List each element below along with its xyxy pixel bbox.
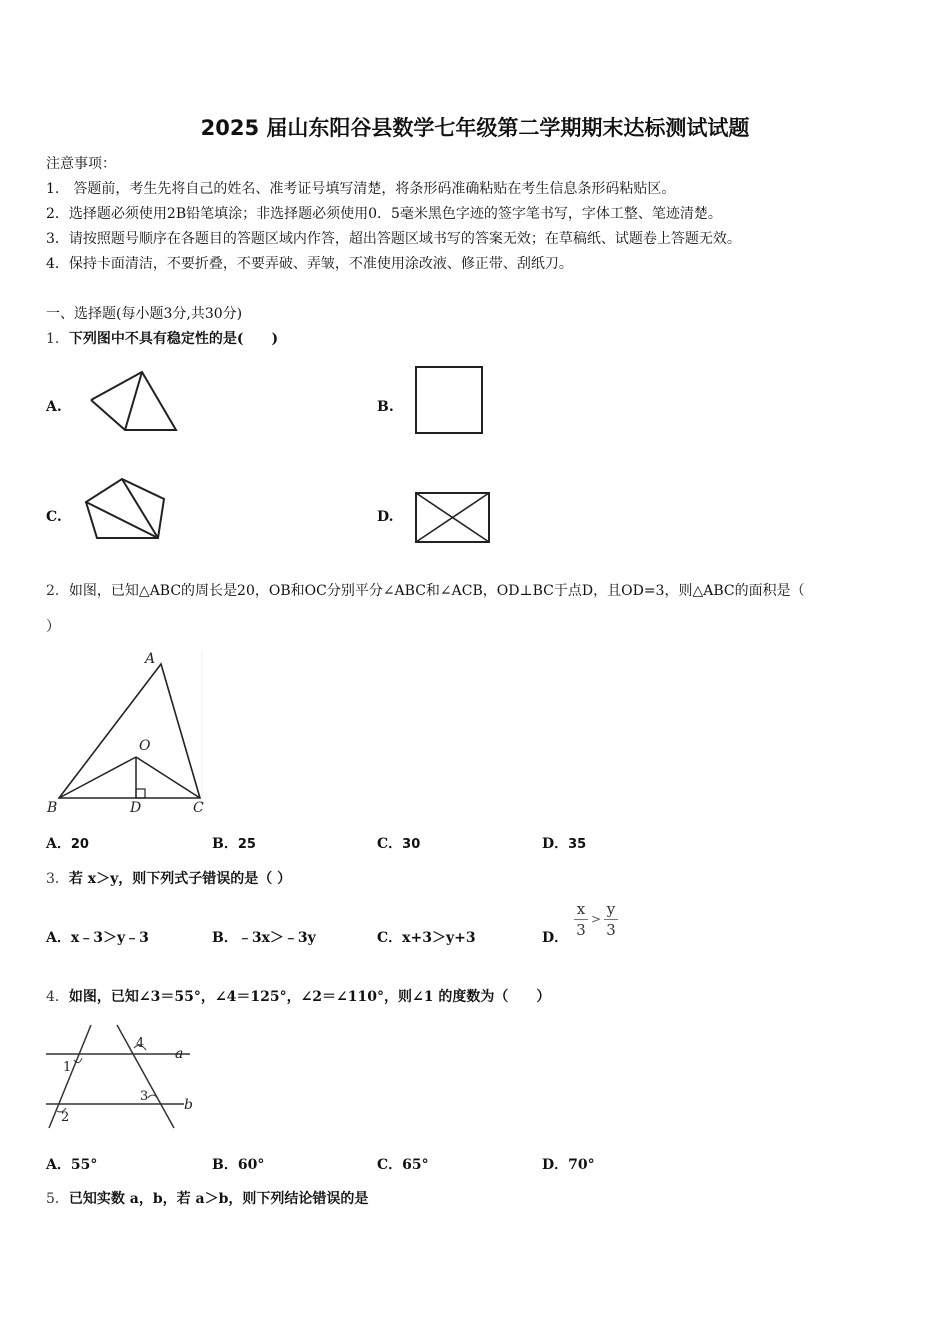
option-letter: C．	[377, 836, 403, 852]
page-title: 2025 届山东阳谷县数学七年级第二学期期末达标测试试题	[200, 116, 750, 140]
label-b: B	[47, 800, 58, 816]
option-a	[46, 927, 149, 947]
option-letter: C．	[377, 930, 403, 946]
option-value: 25	[237, 837, 256, 852]
label-o: O	[139, 738, 151, 754]
label-a: A	[145, 651, 156, 667]
option-c-label: C.	[46, 509, 62, 525]
option-letter: B．	[212, 836, 238, 852]
question-text: 已知实数 a，b，若 a＞b，则下列结论错误的是	[68, 1191, 369, 1207]
option-letter: A．	[46, 836, 71, 852]
rectangle-diagonals-figure	[414, 490, 492, 546]
question-2-continued: ）	[46, 619, 60, 635]
option-letter: D．	[542, 836, 569, 852]
notice-heading: 注意事项：	[46, 156, 116, 172]
option-b	[212, 927, 316, 947]
notice-item: 4．保持卡面清洁，不要折叠，不要弄破、弄皱，不准使用涂改液、修正带、刮纸刀。	[46, 256, 573, 272]
option-value: 70°	[568, 1157, 595, 1173]
denominator: 3	[606, 921, 616, 939]
option-d	[542, 1154, 595, 1174]
pentagon-figure	[82, 476, 170, 546]
fraction-y-3	[604, 900, 618, 939]
label-line-a: a	[175, 1046, 184, 1062]
option-letter: B．	[212, 930, 238, 946]
question-text: 如图，已知△ABC的周长是20，OB和OC分别平分∠ABC和∠ACB，OD⊥BC于点D，且OD=3，则△ABC的面积是（	[68, 583, 805, 599]
option-value: ﹣3x＞﹣3y	[237, 930, 316, 946]
option-value: 60°	[237, 1157, 265, 1173]
label-line-b: b	[184, 1097, 193, 1113]
label-angle-3: 3	[140, 1089, 149, 1104]
triangle-abc-figure	[44, 650, 214, 820]
option-b	[212, 833, 256, 853]
square-figure	[414, 364, 486, 438]
notice-item: 3．请按照题号顺序在各题目的答题区域内作答，超出答题区域书写的答案无效；在草稿纸、试题卷上答题无效。	[46, 231, 741, 247]
question-2	[46, 580, 805, 600]
notice-item: 1. 答题前，考生先将自己的姓名、准考证号填写清楚，将条形码准确粘贴在考生信息条形码粘贴区。	[46, 181, 676, 197]
denominator: 3	[576, 921, 586, 939]
option-b-label: B.	[377, 399, 394, 415]
label-d: D	[130, 800, 142, 816]
option-a-label: A.	[46, 399, 62, 415]
option-c	[377, 927, 476, 947]
option-letter: C．	[377, 1157, 403, 1173]
greater-than-sign: >	[591, 912, 602, 926]
question-4	[46, 986, 550, 1006]
parallel-lines-figure	[44, 1020, 214, 1132]
question-number: 4．	[46, 989, 69, 1005]
option-c	[377, 833, 420, 853]
option-letter: D．	[542, 930, 569, 946]
question-1	[46, 328, 278, 348]
question-3	[46, 868, 291, 888]
section-heading: 一、选择题(每小题3分,共30分)	[46, 306, 243, 322]
label-angle-1: 1	[63, 1060, 72, 1075]
triangle-split-figure	[86, 368, 182, 434]
numerator: y	[606, 900, 616, 918]
option-value: 20	[70, 837, 89, 852]
option-value: x+3＞y+3	[402, 930, 476, 946]
option-c	[377, 1154, 429, 1174]
option-letter: A．	[46, 1157, 71, 1173]
option-a	[46, 833, 89, 853]
option-b	[212, 1154, 264, 1174]
option-value: 55°	[70, 1157, 98, 1173]
question-5	[46, 1188, 368, 1208]
option-value: 30	[402, 837, 421, 852]
option-value: x﹣3＞y﹣3	[70, 930, 149, 946]
option-letter: B．	[212, 1157, 238, 1173]
option-value: 65°	[402, 1157, 429, 1173]
question-text: 下列图中不具有稳定性的是( )	[68, 331, 279, 347]
option-d-label: D.	[377, 509, 394, 525]
label-angle-2: 2	[61, 1110, 70, 1125]
label-angle-4: 4	[136, 1036, 145, 1051]
question-number: 1．	[46, 331, 69, 347]
option-d	[542, 833, 586, 853]
question-number: 5．	[46, 1191, 69, 1207]
question-text: 若 x＞y，则下列式子错误的是（ ）	[68, 871, 292, 887]
notice-item: 2．选择题必须使用2B铅笔填涂；非选择题必须使用0．5毫米黑色字迹的签字笔书写，字体工整、笔迹清楚。	[46, 206, 722, 222]
option-d	[542, 927, 568, 947]
question-number: 3．	[46, 871, 69, 887]
option-a	[46, 1154, 97, 1174]
fraction-x-3	[574, 900, 588, 939]
question-number: 2．	[46, 583, 69, 599]
option-letter: A．	[46, 930, 71, 946]
option-letter: D．	[542, 1157, 569, 1173]
question-text: 如图，已知∠3＝55°，∠4＝125°，∠2＝∠110°，则∠1 的度数为（ ）	[68, 989, 551, 1005]
option-value: 35	[568, 837, 587, 852]
label-c: C	[193, 800, 204, 816]
numerator: x	[576, 900, 586, 918]
